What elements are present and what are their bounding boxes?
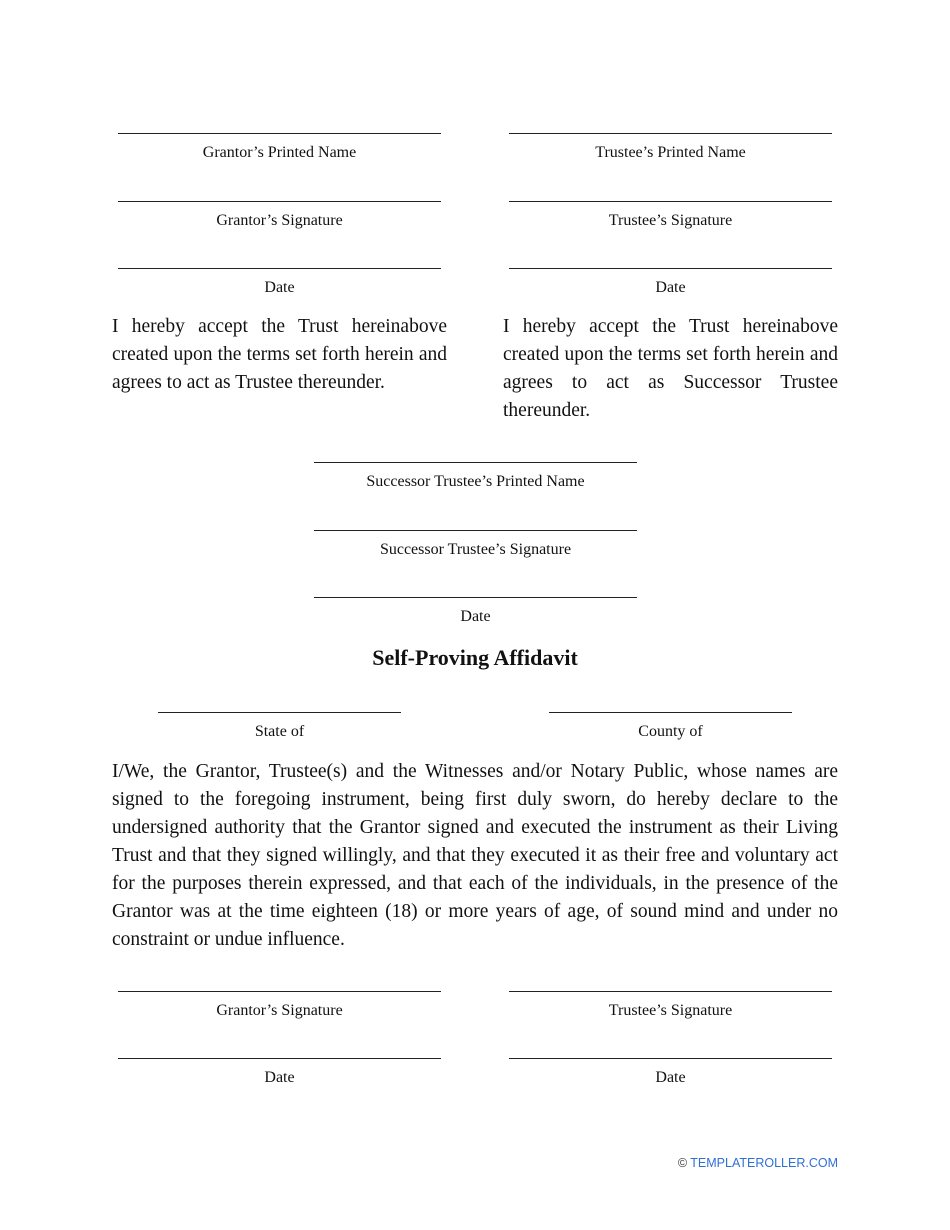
affidavit-trustee-date-label: Date <box>655 1069 686 1086</box>
signature-line <box>118 133 441 134</box>
trustee-date-field[interactable] <box>509 268 832 297</box>
footer-copyright <box>678 1156 838 1170</box>
affidavit-grantor-date-field[interactable] <box>118 1058 441 1087</box>
state-field[interactable] <box>158 712 401 741</box>
grantor-date-label: Date <box>264 279 295 296</box>
signature-line <box>509 268 832 269</box>
signature-line <box>118 268 441 269</box>
templateroller-link[interactable]: TEMPLATEROLLER.COM <box>690 1156 838 1170</box>
county-label: County of <box>638 723 703 740</box>
trustee-acceptance-text: I hereby accept the Trust hereinabove created upon the terms set forth herein and agrees to act as Trustee thereunder. <box>112 316 447 393</box>
successor-signature-field[interactable] <box>314 530 637 559</box>
signature-line <box>549 712 792 713</box>
signature-line <box>509 133 832 134</box>
affidavit-grantor-signature-label: Grantor’s Signature <box>216 1002 343 1019</box>
signature-line <box>314 462 637 463</box>
signature-line <box>118 201 441 202</box>
signature-line <box>314 530 637 531</box>
trustee-signature-label: Trustee’s Signature <box>608 212 733 229</box>
signature-line <box>158 712 401 713</box>
grantor-printed-name-label: Grantor’s Printed Name <box>202 144 357 161</box>
signature-line <box>118 1058 441 1059</box>
successor-printed-name-field[interactable] <box>314 462 637 491</box>
successor-date-field[interactable] <box>314 597 637 626</box>
county-field[interactable] <box>549 712 792 741</box>
signature-line <box>314 597 637 598</box>
affidavit-body: I/We, the Grantor, Trustee(s) and the Witnesses and/or Notary Public, whose names are signed to the foregoing instrument, being first duly sworn, do hereby declare to the undersigned authority that the Grantor signed and executed the instrument as their Living Trust and that they signed willingly, and that they executed it as their free and voluntary act for the purposes therein expressed, and that each of the individuals, in the presence of the Grantor was at the time eighteen (18) or more years of age, of sound mind and under no constraint or undue influence. <box>112 761 838 950</box>
trustee-date-label: Date <box>655 279 686 296</box>
trustee-printed-name-label: Trustee’s Printed Name <box>595 144 746 161</box>
successor-printed-name-label: Successor Trustee’s Printed Name <box>366 473 585 490</box>
affidavit-grantor-signature-field[interactable] <box>118 991 441 1020</box>
signature-line <box>509 1058 832 1059</box>
trustee-signature-field[interactable] <box>509 201 832 230</box>
affidavit-grantor-date-label: Date <box>264 1069 295 1086</box>
successor-date-label: Date <box>460 608 491 625</box>
signature-line <box>509 991 832 992</box>
affidavit-trustee-signature-label: Trustee’s Signature <box>608 1002 733 1019</box>
signature-line <box>509 201 832 202</box>
signature-line <box>118 991 441 992</box>
grantor-printed-name-field[interactable] <box>118 133 441 162</box>
successor-signature-label: Successor Trustee’s Signature <box>379 541 572 558</box>
trustee-printed-name-field[interactable] <box>509 133 832 162</box>
state-label: State of <box>254 723 305 740</box>
grantor-signature-field[interactable] <box>118 201 441 230</box>
grantor-signature-label: Grantor’s Signature <box>216 212 343 229</box>
grantor-date-field[interactable] <box>118 268 441 297</box>
affidavit-trustee-date-field[interactable] <box>509 1058 832 1087</box>
copyright-symbol: © <box>677 1156 688 1170</box>
affidavit-title: Self-Proving Affidavit <box>372 645 578 670</box>
affidavit-trustee-signature-field[interactable] <box>509 991 832 1020</box>
successor-acceptance-text: I hereby accept the Trust hereinabove created upon the terms set forth herein and agrees to act as Successor Trustee thereunder. <box>503 316 838 421</box>
